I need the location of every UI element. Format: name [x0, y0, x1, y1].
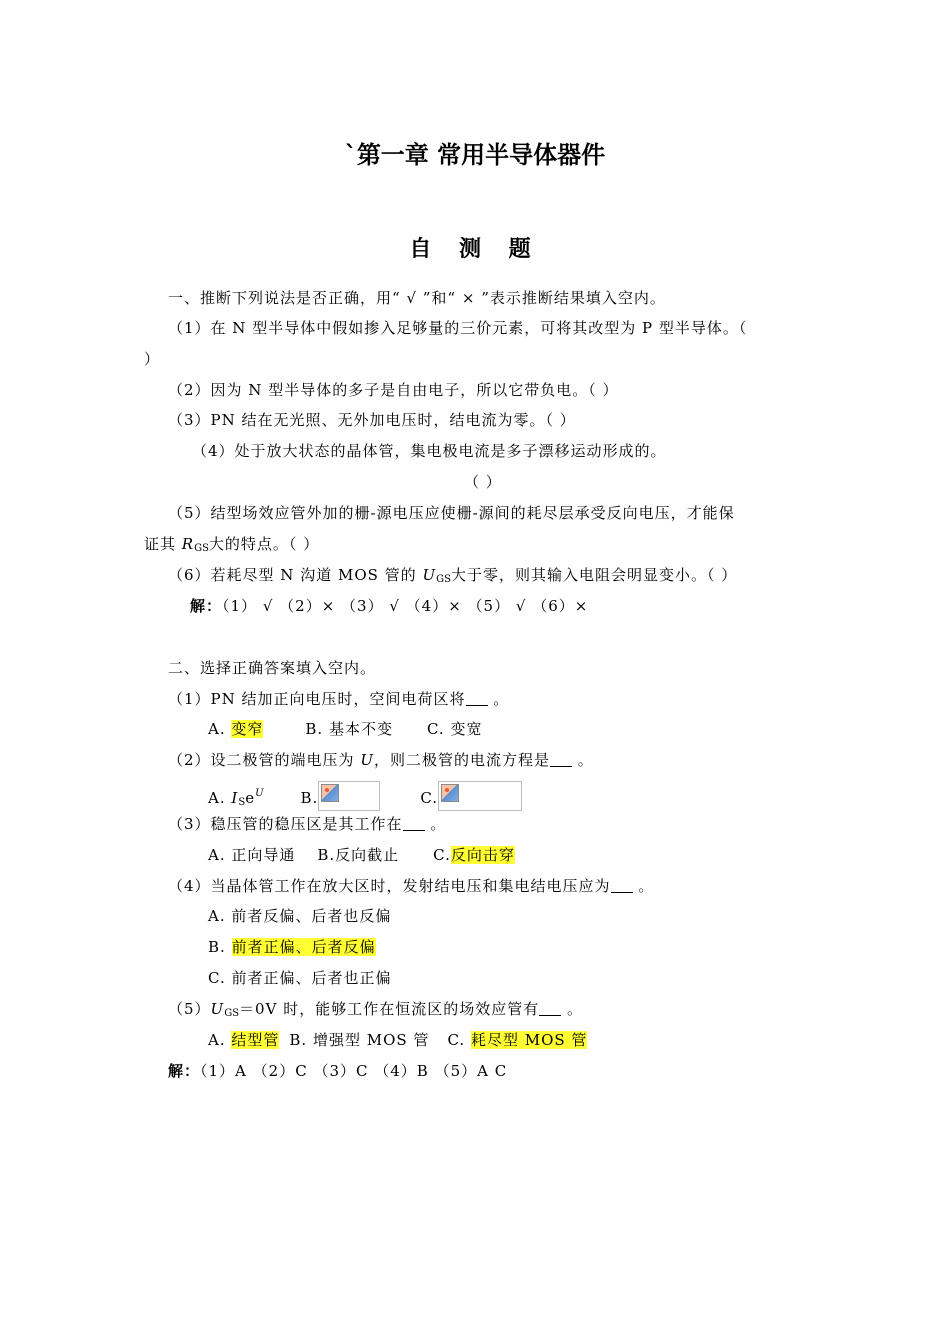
option-c: C. 变宽 — [426, 720, 483, 738]
part1-q1-line1: （1）在 N 型半导体中假如掺入足够量的三价元素，可将其改型为 P 型半导体。（ — [168, 319, 748, 337]
broken-image-icon — [318, 781, 380, 811]
p2-q5-var: U — [210, 1000, 225, 1018]
part1-q3: （3）PN 结在无光照、无外加电压时，结电流为零。（ ） — [168, 411, 576, 429]
part1-q2: （2）因为 N 型半导体的多子是自由电子，所以它带负电。（ ） — [168, 381, 619, 399]
p2-q5-sub: GS — [224, 1008, 240, 1019]
q6-var-u: U — [422, 566, 437, 584]
answer-blank — [611, 877, 633, 893]
broken-image-icon — [438, 781, 522, 811]
part1-answer-label: 解： — [190, 597, 223, 615]
section-title: 自 测 题 — [409, 237, 541, 262]
formula-var-i: I — [231, 789, 239, 807]
p2-q4-text: （4）当晶体管工作在放大区时，发射结电压和集电结电压应为 — [168, 877, 611, 895]
p2-q2-post: ，则二极管的电流方程是 — [373, 751, 550, 769]
p2-q1-text: （1）PN 结加正向电压时，空间电荷区将 — [168, 690, 466, 708]
p2-q5-pre: （5） — [168, 1000, 211, 1018]
part2-q4-option-a: A. 前者反偏、后者也反偏 — [208, 907, 392, 925]
p2-q5-post: ＝0V 时，能够工作在恒流区的场效应管有 — [239, 1000, 540, 1018]
option-c-highlighted: 反向击穿 — [450, 846, 515, 864]
part2-answers — [168, 1061, 507, 1081]
part2-heading: 二、选择正确答案填入空内。 — [168, 659, 377, 677]
option-c-label: C. — [447, 1031, 466, 1049]
option-a: A. 正向导通 — [208, 846, 296, 864]
part2-q4-option-b — [208, 937, 376, 957]
chapter-title: `第一章 常用半导体器件 — [344, 141, 606, 169]
p2-q2-pre: （2）设二极管的端电压为 — [168, 751, 361, 769]
q5-var-r: R — [181, 535, 195, 553]
option-a-label: A. — [208, 1031, 226, 1049]
option-b: B. 基本不变 — [305, 720, 393, 738]
part1-heading: 一、推断下列说法是否正确，用“ √ ”和“ × ”表示推断结果填入空内。 — [168, 289, 666, 307]
option-a-label: A. — [208, 720, 226, 738]
part2-q5 — [168, 999, 583, 1024]
part2-q2-options — [208, 781, 522, 813]
part2-q4 — [168, 876, 654, 896]
option-a-label: A. — [208, 789, 226, 807]
option-c-label: C. — [420, 789, 439, 807]
p2-q3-end: 。 — [424, 815, 447, 833]
part2-answer-label: 解： — [168, 1062, 201, 1080]
answer-blank — [466, 690, 488, 706]
p2-q5-end: 。 — [561, 1000, 583, 1018]
option-a-highlighted: 结型管 — [231, 1031, 280, 1049]
part1-answer-values: （1） √ （2）× （3） √ （4）× （5） √ （6）× — [222, 597, 589, 615]
q5-text-pre: 证其 — [144, 535, 182, 553]
option-a-highlighted: 变窄 — [231, 720, 264, 738]
part1-q4-line2: （ ） — [464, 473, 502, 491]
part2-q5-options — [208, 1030, 587, 1050]
part1-q4-line1: （4）处于放大状态的晶体管，集电极电流是多子漂移运动形成的。 — [192, 442, 667, 460]
part2-q2 — [168, 750, 594, 770]
answer-blank — [539, 1000, 561, 1016]
q6-sub-gs: GS — [436, 574, 451, 585]
p2-q3-text: （3）稳压管的稳压区是其工作在 — [168, 815, 403, 833]
part2-answer-values: （1）A （2）C （3）C （4）B （5）A C — [200, 1062, 508, 1080]
p2-q1-end: 。 — [487, 690, 510, 708]
formula-e: e — [245, 789, 256, 807]
answer-blank — [403, 815, 425, 831]
option-c-label: C. — [433, 846, 451, 864]
part1-q5-line2 — [144, 534, 319, 559]
q5-text-post: 大的特点。（ ） — [208, 535, 320, 553]
part2-q3 — [168, 814, 446, 834]
formula-sup-u: U — [255, 788, 265, 799]
part1-q5-line1: （5）结型场效应管外加的栅-源电压应使栅-源间的耗尽层承受反向电压，才能保 — [168, 504, 735, 522]
option-b-label: B. — [208, 938, 226, 956]
p2-q4-end: 。 — [632, 877, 655, 895]
option-b-highlighted: 前者正偏、后者反偏 — [231, 938, 376, 956]
part2-q3-options — [208, 845, 515, 865]
p2-q2-var: U — [360, 751, 374, 769]
part1-answers — [190, 596, 588, 616]
option-c-highlighted: 耗尽型 MOS 管 — [470, 1031, 588, 1049]
part1-q6 — [168, 565, 737, 590]
q5-sub-gs: GS — [194, 543, 209, 554]
option-b: B. 增强型 MOS 管 — [289, 1031, 430, 1049]
answer-blank — [550, 751, 572, 767]
option-b: B.反向截止 — [317, 846, 400, 864]
formula-sub-s: S — [238, 797, 246, 808]
p2-q2-end: 。 — [572, 751, 594, 769]
option-b-label: B. — [300, 789, 319, 807]
part2-q1 — [168, 689, 509, 709]
part2-q4-option-c: C. 前者正偏、后者也正偏 — [208, 969, 392, 987]
part1-q1-line2: ） — [144, 350, 161, 368]
q6-text-post: 大于零，则其输入电阻会明显变小。（ ） — [450, 566, 738, 584]
q6-text-pre: （6）若耗尽型 N 沟道 MOS 管的 — [168, 566, 423, 584]
part2-q1-options — [208, 719, 482, 739]
